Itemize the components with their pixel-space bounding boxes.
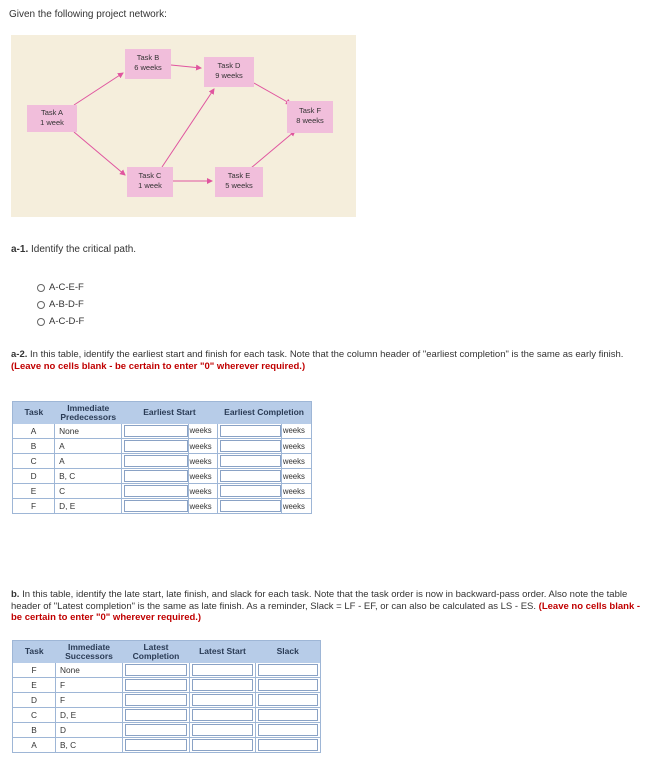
latest-start-input[interactable] [190, 723, 256, 738]
unit-label: weeks [281, 469, 311, 484]
radio-button[interactable] [37, 318, 45, 326]
latest-start-input[interactable] [190, 693, 256, 708]
latest-completion-input[interactable] [123, 723, 190, 738]
table-row [13, 484, 312, 499]
latest-start-input[interactable] [190, 678, 256, 693]
task-cell: C [13, 454, 55, 469]
unit-label: weeks [281, 484, 311, 499]
successor-cell: D [56, 723, 123, 738]
latest-start-input[interactable] [190, 708, 256, 723]
earliest-completion-input[interactable] [217, 499, 281, 514]
slack-input[interactable] [256, 693, 321, 708]
unit-label: weeks [281, 424, 311, 439]
project-network-diagram [11, 35, 356, 217]
input-box[interactable] [125, 679, 187, 691]
option-a-b-d-f[interactable]: A-B-D-F [37, 296, 84, 313]
option-a-c-e-f[interactable]: A-C-E-F [37, 279, 84, 296]
edge-e-f [251, 131, 295, 168]
node-task-f: Task F 8 weeks [287, 101, 333, 133]
input-box[interactable] [220, 470, 281, 482]
input-box[interactable] [258, 679, 318, 691]
intro-text: Given the following project network: [9, 9, 167, 20]
unit-label: weeks [188, 469, 217, 484]
input-box[interactable] [258, 694, 318, 706]
edge-a-b [74, 73, 123, 105]
slack-input[interactable] [256, 723, 321, 738]
input-box[interactable] [258, 664, 318, 676]
critical-path-options [37, 279, 84, 330]
task-cell: B [13, 439, 55, 454]
table-row [13, 454, 312, 469]
task-cell: E [13, 678, 56, 693]
successor-cell: B, C [56, 738, 123, 753]
input-box[interactable] [192, 664, 253, 676]
task-cell: A [13, 738, 56, 753]
input-box[interactable] [125, 709, 187, 721]
input-box[interactable] [124, 470, 187, 482]
successor-cell: F [56, 678, 123, 693]
col-header-task: Task [13, 641, 56, 663]
edge-b-d [171, 65, 201, 68]
table-row [13, 469, 312, 484]
earliest-completion-input[interactable] [217, 469, 281, 484]
slack-input[interactable] [256, 738, 321, 753]
col-header-predecessors: Immediate Predecessors [55, 402, 122, 424]
task-cell: C [13, 708, 56, 723]
col-header-task: Task [13, 402, 55, 424]
col-header-slack: Slack [256, 641, 321, 663]
task-cell: E [13, 484, 55, 499]
input-box[interactable] [220, 425, 281, 437]
table-row [13, 424, 312, 439]
unit-label: weeks [188, 424, 217, 439]
input-box[interactable] [124, 425, 187, 437]
earliest-start-input[interactable] [122, 469, 188, 484]
edge-d-f [254, 83, 291, 104]
unit-label: weeks [188, 484, 217, 499]
question-a2: a-2. In this table, identify the earliest start and finish for each task. Note that the column header of "earliest completion" is the same as early finish. (Leave no cells blank - be certain to enter "0" wherever required.) [11, 349, 624, 372]
earliest-completion-input[interactable] [217, 484, 281, 499]
latest-completion-input[interactable] [123, 738, 190, 753]
col-header-latest-completion: Latest Completion [123, 641, 190, 663]
input-box[interactable] [192, 694, 253, 706]
input-box[interactable] [124, 485, 187, 497]
input-box[interactable] [258, 739, 318, 751]
unit-label: weeks [281, 454, 311, 469]
unit-label: weeks [188, 454, 217, 469]
input-box[interactable] [220, 440, 281, 452]
edge-a-c [74, 132, 125, 175]
input-box[interactable] [192, 679, 253, 691]
input-box[interactable] [124, 455, 187, 467]
input-box[interactable] [258, 724, 318, 736]
successor-cell: D, E [56, 708, 123, 723]
table-row [13, 738, 321, 753]
input-box[interactable] [124, 440, 187, 452]
latest-start-input[interactable] [190, 663, 256, 678]
task-cell: D [13, 693, 56, 708]
table-row [13, 663, 321, 678]
table-row [13, 439, 312, 454]
node-task-b: Task B 6 weeks [125, 49, 171, 79]
earliest-start-input[interactable] [122, 499, 188, 514]
predecessor-cell: A [55, 454, 122, 469]
input-box[interactable] [125, 664, 187, 676]
table-row [13, 499, 312, 514]
latest-completion-input[interactable] [123, 708, 190, 723]
table-row [13, 723, 321, 738]
col-header-successors: Immediate Successors [56, 641, 123, 663]
input-box[interactable] [125, 739, 187, 751]
earliest-start-input[interactable] [122, 484, 188, 499]
forward-pass-table [12, 401, 312, 514]
input-box[interactable] [220, 485, 281, 497]
node-task-c: Task C 1 week [127, 167, 173, 197]
input-box[interactable] [258, 709, 318, 721]
predecessor-cell: D, E [55, 499, 122, 514]
edge-c-d [162, 89, 214, 167]
unit-label: weeks [188, 439, 217, 454]
table-row [13, 678, 321, 693]
question-a1: a-1. Identify the critical path. [11, 244, 137, 255]
input-box[interactable] [125, 724, 187, 736]
predecessor-cell: C [55, 484, 122, 499]
task-cell: F [13, 663, 56, 678]
input-box[interactable] [192, 724, 253, 736]
earliest-completion-input[interactable] [217, 439, 281, 454]
latest-completion-input[interactable] [123, 693, 190, 708]
slack-input[interactable] [256, 678, 321, 693]
task-cell: A [13, 424, 55, 439]
radio-button[interactable] [37, 284, 45, 292]
latest-start-input[interactable] [190, 738, 256, 753]
latest-completion-input[interactable] [123, 663, 190, 678]
col-header-earliest-completion: Earliest Completion [217, 402, 311, 424]
table-row [13, 708, 321, 723]
earliest-start-input[interactable] [122, 454, 188, 469]
input-box[interactable] [192, 739, 253, 751]
input-box[interactable] [220, 500, 281, 512]
col-header-latest-start: Latest Start [190, 641, 256, 663]
table-row [13, 693, 321, 708]
earliest-completion-input[interactable] [217, 454, 281, 469]
unit-label: weeks [281, 499, 311, 514]
earliest-start-input[interactable] [122, 439, 188, 454]
earliest-start-input[interactable] [122, 424, 188, 439]
task-cell: D [13, 469, 55, 484]
predecessor-cell: A [55, 439, 122, 454]
successor-cell: None [56, 663, 123, 678]
input-box[interactable] [125, 694, 187, 706]
node-task-d: Task D 9 weeks [204, 57, 254, 87]
task-cell: F [13, 499, 55, 514]
predecessor-cell: B, C [55, 469, 122, 484]
earliest-completion-input[interactable] [217, 424, 281, 439]
node-task-e: Task E 5 weeks [215, 167, 263, 197]
input-box[interactable] [192, 709, 253, 721]
question-b: b. In this table, identify the late start, late finish, and slack for each task. Note that the task order is now in backward-pass order. Also note the table header of "Latest completion" is the same as late finish. As a reminder, Slack = LF - EF, or can also be calculated as LS - ES. (Leave no cells blank - be certain to enter "0" wherever required.) [11, 589, 641, 623]
option-a-c-d-f[interactable]: A-C-D-F [37, 313, 84, 330]
successor-cell: F [56, 693, 123, 708]
latest-completion-input[interactable] [123, 678, 190, 693]
slack-input[interactable] [256, 708, 321, 723]
unit-label: weeks [188, 499, 217, 514]
node-task-a: Task A 1 week [27, 105, 77, 132]
backward-pass-table [12, 640, 321, 753]
task-cell: B [13, 723, 56, 738]
predecessor-cell: None [55, 424, 122, 439]
input-box[interactable] [124, 500, 187, 512]
radio-button[interactable] [37, 301, 45, 309]
unit-label: weeks [281, 439, 311, 454]
input-box[interactable] [220, 455, 281, 467]
col-header-earliest-start: Earliest Start [122, 402, 217, 424]
slack-input[interactable] [256, 663, 321, 678]
